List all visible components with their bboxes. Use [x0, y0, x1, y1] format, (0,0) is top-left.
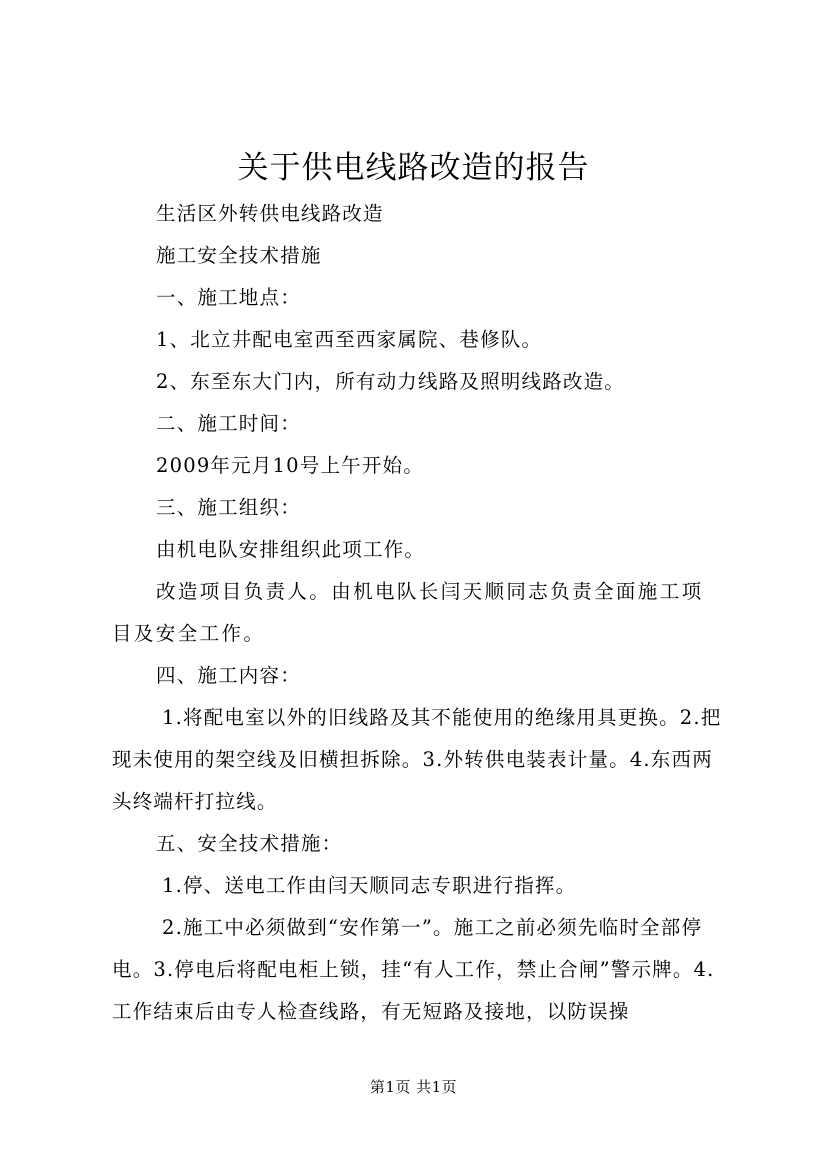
- paragraph-responsible-person: 改造项目负责人。由机电队长闫天顺同志负责全面施工项目及安全工作。: [112, 580, 704, 645]
- paragraph-organization: 由机电队安排组织此项工作。: [156, 538, 426, 561]
- page-footer: 第1页 共1页: [369, 1078, 458, 1096]
- document-title: 关于供电线路改造的报告: [237, 150, 590, 186]
- paragraph-measures-heading: 施工安全技术措施: [156, 244, 322, 267]
- paragraph-safety-1: 1.停、送电工作由闫天顺同志专职进行指挥。: [162, 874, 577, 897]
- section-heading-safety: 五、安全技术措施：: [156, 832, 343, 855]
- paragraph-location-2: 2、东至东大门内，所有动力线路及照明线路改造。: [156, 370, 626, 393]
- paragraph-location-1: 1、北立井配电室西至西家属院、巷修队。: [156, 328, 543, 351]
- paragraph-content: 1.将配电室以外的旧线路及其不能使用的绝缘用具更换。2.把现未使用的架空线及旧横担拆除。3.外转供电装表计量。4.东西两头终端杆打拉线。: [112, 706, 722, 813]
- paragraph-safety-2: 2.施工中必须做到“安作第一”。施工之前必须先临时全部停电。3.停电后将配电柜上锁，挂“有人工作，禁止合闸”警示牌。4.工作结束后由专人检查线路，有无短路及接地，以防误操: [112, 916, 715, 1023]
- section-heading-content: 四、施工内容：: [156, 664, 301, 687]
- section-heading-organization: 三、施工组织：: [156, 496, 301, 519]
- paragraph-time: 2009年元月10号上午开始。: [156, 454, 424, 477]
- paragraph-subject: 生活区外转供电线路改造: [156, 202, 384, 225]
- section-heading-location: 一、施工地点：: [156, 286, 301, 309]
- section-heading-time: 二、施工时间：: [156, 412, 301, 435]
- document-body: [112, 193, 724, 1033]
